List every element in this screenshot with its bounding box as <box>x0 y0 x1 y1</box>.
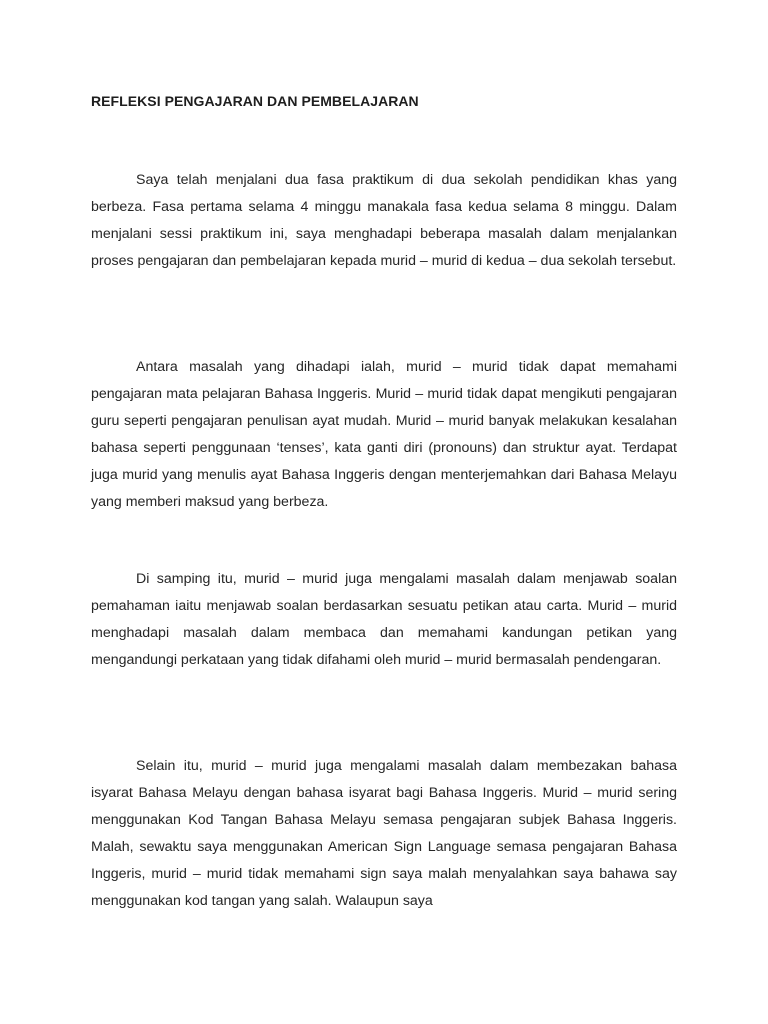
paragraph-4: Selain itu, murid – murid juga mengalami masalah dalam membezakan bahasa isyarat Bahasa Melayu dengan bahasa isyarat bagi Bahasa Inggeris. Murid – murid sering menggunakan Kod Tangan Bahasa Melayu semasa pengajaran subjek Bahasa Inggeris. Malah, sewaktu saya menggunakan American Sign Language semasa pengajaran Bahasa Inggeris, murid – murid tidak memahami sign saya malah menyalahkan saya bahawa say menggunakan kod tangan yang salah. Walaupun saya <box>91 758 677 909</box>
paragraph-1: Saya telah menjalani dua fasa praktikum di dua sekolah pendidikan khas yang berbeza. Fasa pertama selama 4 minggu manakala fasa kedua selama 8 minggu. Dalam menjalani sessi praktikum ini, saya menghadapi beberapa masalah dalam menjalankan proses pengajaran dan pembelajaran kepada murid – murid di kedua – dua sekolah tersebut. <box>91 172 677 269</box>
document-title: REFLEKSI PENGAJARAN DAN PEMBELAJARAN <box>91 93 419 109</box>
paragraph-2: Antara masalah yang dihadapi ialah, murid – murid tidak dapat memahami pengajaran mata pelajaran Bahasa Inggeris. Murid – murid tidak dapat mengikuti pengajaran guru seperti pengajaran penulisan ayat mudah. Murid – murid banyak melakukan kesalahan bahasa seperti penggunaan ‘tenses’, kata ganti diri (pronouns) dan struktur ayat. Terdapat juga murid yang menulis ayat Bahasa Inggeris dengan menterjemahkan dari Bahasa Melayu yang memberi maksud yang berbeza. <box>91 359 677 510</box>
paragraph-3: Di samping itu, murid – murid juga mengalami masalah dalam menjawab soalan pemahaman iaitu menjawab soalan berdasarkan sesuatu petikan atau carta. Murid – murid menghadapi masalah dalam membaca dan memahami kandungan petikan yang mengandungi perkataan yang tidak difahami oleh murid – murid bermasalah pendengaran. <box>91 571 677 668</box>
